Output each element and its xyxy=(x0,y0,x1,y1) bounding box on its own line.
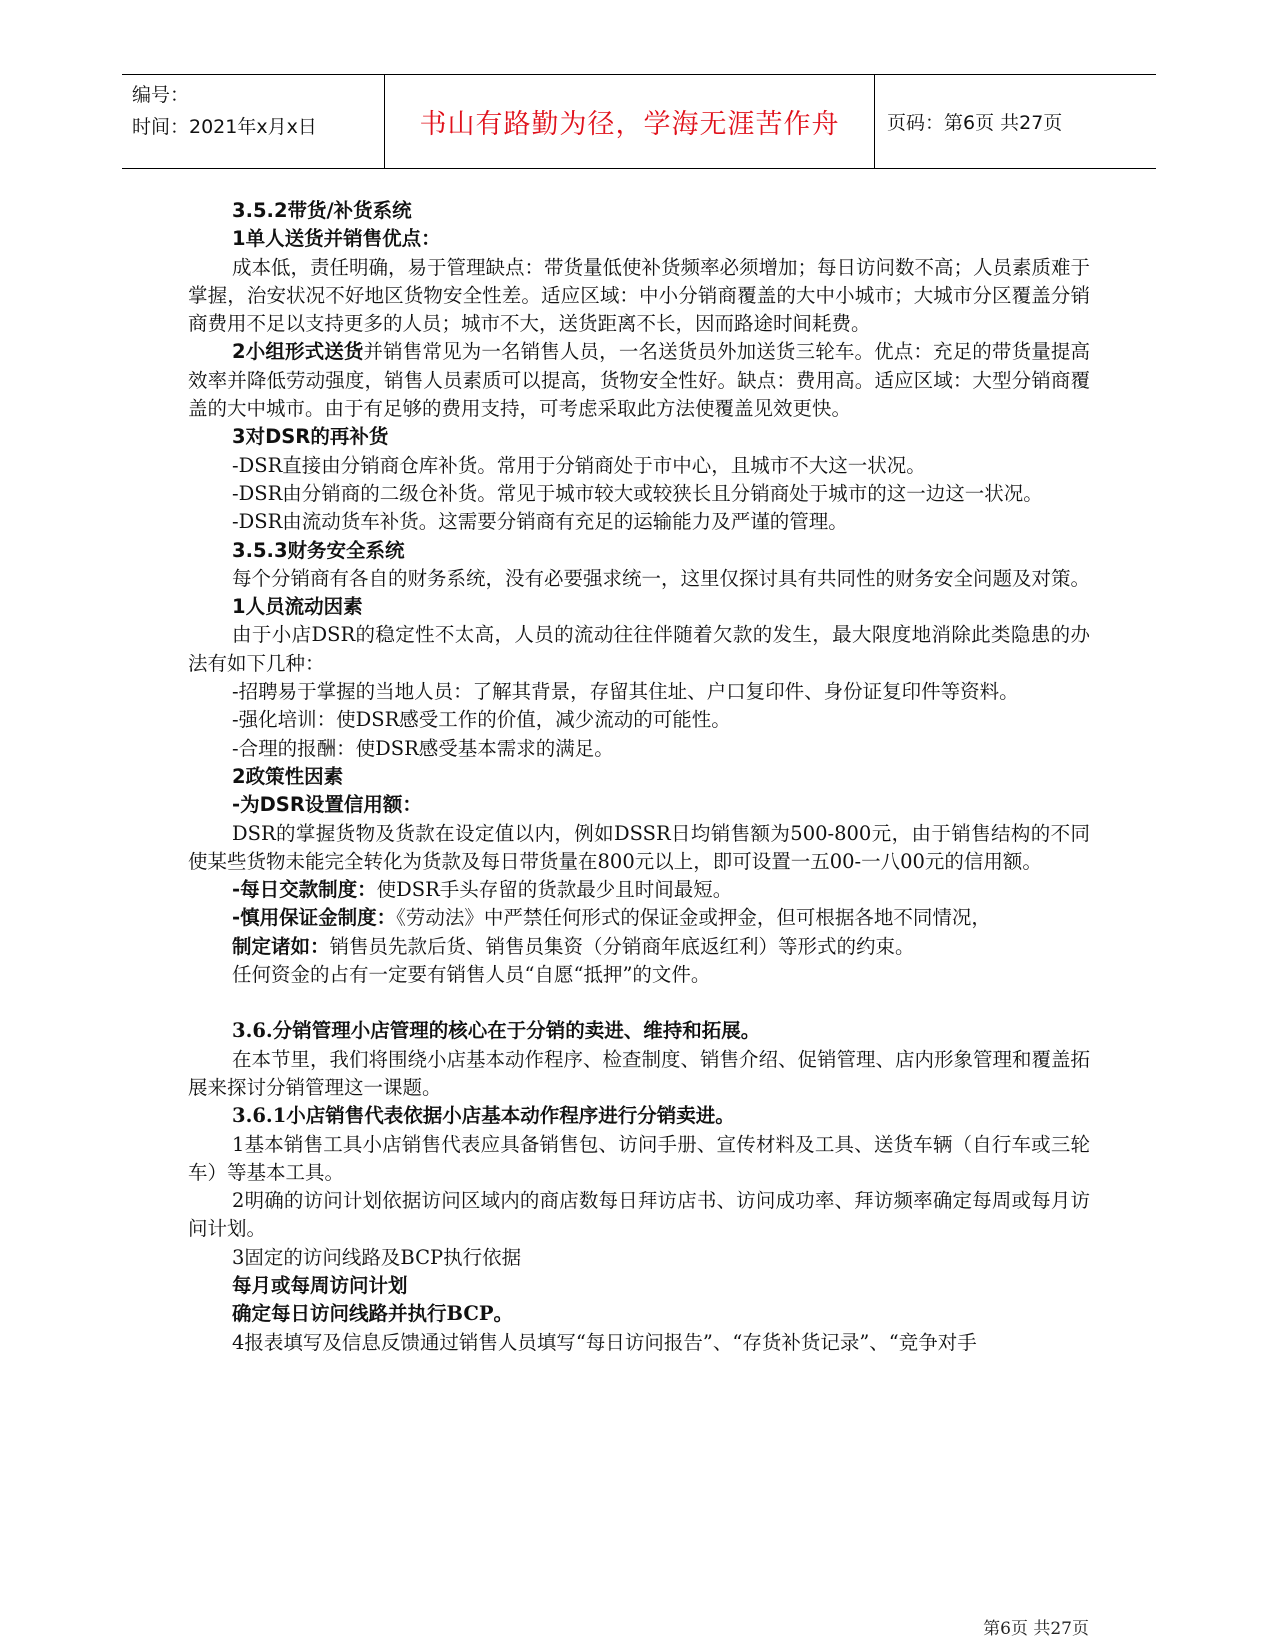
heading-3-6-1: 3.6.1小店销售代表依据小店基本动作程序进行分销卖进。 xyxy=(232,1104,735,1128)
paragraph-spacer xyxy=(188,989,1090,1017)
header-table xyxy=(122,74,1156,169)
header-meta-cell xyxy=(122,75,385,168)
paragraph: 1基本销售工具小店销售代表应具备销售包、访问手册、宣传材料及工具、送货车辆（自行车或三轮车）等基本工具。 xyxy=(188,1132,1090,1184)
time-label: 时间：2021年x月x日 xyxy=(132,116,317,138)
heading-3-5-3: 3.5.3财务安全系统 xyxy=(232,538,405,562)
paragraph: 在本节里，我们将围绕小店基本动作程序、检查制度、销售介绍、促销管理、店内形象管理和覆盖拓展来探讨分销管理这一课题。 xyxy=(188,1047,1091,1099)
document-body xyxy=(188,197,1090,1357)
list-item: -招聘易于掌握的当地人员：了解其背景，存留其住址、户口复印件、身份证复印件等资料。 xyxy=(232,680,1019,704)
paragraph: 成本低，责任明确，易于管理缺点：带货量低使补货频率必须增加；每日访问数不高；人员素质难于掌握，治安状况不好地区货物安全性差。适应区域：中小分销商覆盖的大中小城市；大城市分区覆盖分销商费用不足以支持更多的人员；城市不大，送货距离不长，因而路途时间耗费。 xyxy=(188,255,1091,336)
list-item: -DSR直接由分销商仓库补货。常用于分销商处于市中心，且城市不大这一状况。 xyxy=(232,453,926,477)
inline-heading: 2小组形式送货 xyxy=(232,340,364,364)
paragraph: 2明确的访问计划依据访问区域内的商店数每日拜访店书、访问成功率、拜访频率确定每周或每月访问计划。 xyxy=(188,1189,1090,1241)
subheading-policy: 2政策性因素 xyxy=(232,764,344,788)
paragraph: 4报表填写及信息反馈通过销售人员填写“每日访问报告”、“存货补货记录”、“竞争对手 xyxy=(232,1330,977,1354)
list-item: -DSR由流动货车补货。这需要分销商有充足的运输能力及严谨的管理。 xyxy=(232,510,848,534)
paragraph-text: 销售员先款后货、销售员集资（分销商年底返红利）等形式的约束。 xyxy=(329,934,915,958)
list-item: -合理的报酬：使DSR感受基本需求的满足。 xyxy=(232,736,614,760)
paragraph-text: 使DSR手头存留的货款最少且时间最短。 xyxy=(376,878,733,902)
paragraph xyxy=(188,338,1090,423)
paragraph: 每个分销商有各自的财务系统，没有必要强求统一，这里仅探讨具有共同性的财务安全问题及对策。 xyxy=(232,566,1091,590)
motto-cell xyxy=(385,75,875,168)
motto-text: 书山有路勤为径，学海无涯苦作舟 xyxy=(419,109,840,140)
list-item xyxy=(188,876,1090,904)
inline-heading: -每日交款制度： xyxy=(232,878,377,902)
bold-line: 每月或每周访问计划 xyxy=(232,1273,408,1297)
heading-3-5-2: 3.5.2带货/补货系统 xyxy=(232,199,412,222)
list-item: -DSR由分销商的二级仓补货。常见于城市较大或较狭长且分销商处于城市的这一边这一状况。 xyxy=(232,481,1043,505)
bold-line: 确定每日访问线路并执行BCP。 xyxy=(232,1302,514,1326)
paragraph: 3固定的访问线路及BCP执行依据 xyxy=(232,1245,522,1269)
inline-heading: 制定诸如： xyxy=(232,934,330,958)
subheading-credit-limit: -为DSR设置信用额： xyxy=(232,793,422,817)
inline-heading: -慎用保证金制度： xyxy=(232,906,397,930)
subheading-dsr-restock: 3对DSR的再补货 xyxy=(232,425,389,449)
paragraph xyxy=(188,933,1090,961)
paragraph: 由于小店DSR的稳定性不太高，人员的流动往往伴随着欠款的发生，最大限度地消除此类隐患的办法有如下几种： xyxy=(188,623,1090,675)
list-item xyxy=(188,904,1090,932)
paragraph-text: 《劳动法》中严禁任何形式的保证金或押金，但可根据各地不同情况， xyxy=(396,906,991,930)
list-item: -强化培训：使DSR感受工作的价值，减少流动的可能性。 xyxy=(232,708,731,732)
page-number-cell xyxy=(875,75,1156,168)
page-footer: 第6页 共27页 xyxy=(983,1619,1089,1639)
subheading-single-delivery: 1单人送货并销售优点： xyxy=(232,227,441,251)
page-label: 页码：第6页 共27页 xyxy=(887,112,1063,134)
subheading-personnel: 1人员流动因素 xyxy=(232,595,363,619)
number-label: 编号： xyxy=(132,84,190,106)
paragraph: 任何资金的占有一定要有销售人员“自愿“抵押”的文件。 xyxy=(232,963,711,987)
heading-3-6: 3.6.分销管理小店管理的核心在于分销的卖进、维持和拓展。 xyxy=(232,1019,761,1043)
paragraph: DSR的掌握货物及货款在设定值以内，例如DSSR日均销售额为500-800元，由于销售结构的不同使某些货物未能完全转化为货款及每日带货量在800元以上，即可设置一五00-一八00元的信用额。 xyxy=(188,821,1090,873)
paragraph-text: 并销售常见为一名销售人员，一名送货员外加送货三轮车。优点：充足的带货量提高效率并降低劳动强度，销售人员素质可以提高，货物安全性好。缺点：费用高。适应区域：大型分销商覆盖的大中城市。由于有足够的费用支持，可考虑采取此方法使覆盖见效更快。 xyxy=(188,340,1090,421)
